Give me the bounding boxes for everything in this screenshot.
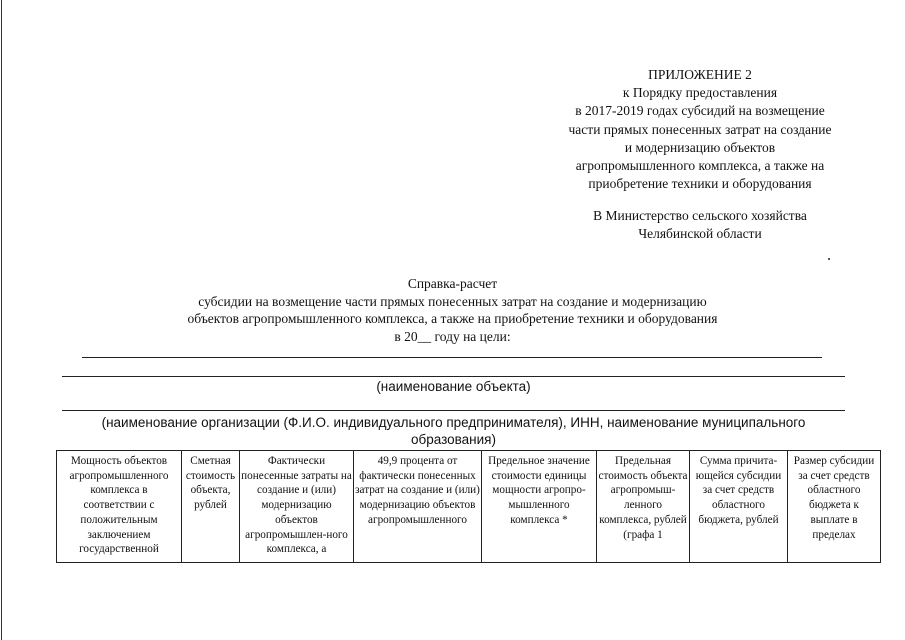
table-header-cell: Предельная стоимость объекта агропромыш-ленного комплекса, рублей (графа 1 bbox=[597, 451, 690, 563]
appendix-line: к Порядку предоставления bbox=[622, 85, 778, 101]
title-line: Справка-расчет bbox=[407, 276, 498, 291]
table-header-row bbox=[57, 451, 881, 563]
object-caption: (наименование объекта) bbox=[376, 379, 531, 394]
calculation-table bbox=[56, 450, 881, 563]
table-header-cell: 49,9 процента от фактически понесенных затрат на создание и (или) модернизацию объектов агропромышленного bbox=[354, 451, 482, 563]
appendix-line: ПРИЛОЖЕНИЕ 2 bbox=[648, 67, 752, 82]
appendix-line: приобретение техники и оборудования bbox=[588, 176, 812, 192]
fill-in-line-organization bbox=[62, 410, 845, 411]
appendix-header bbox=[520, 66, 880, 193]
addressee-line: Челябинской области bbox=[638, 226, 762, 242]
addressee-line: В Министерство сельского хозяйства bbox=[593, 208, 807, 223]
addressee bbox=[520, 207, 880, 243]
table-header-cell: Фактически понесенные затраты на создание и (или) модернизацию объектов агропромышлен-ного комплекса, а bbox=[240, 451, 354, 563]
table-header-cell: Сметная стоимость объекта, рублей bbox=[182, 451, 240, 563]
appendix-line: в 2017-2019 годах субсидий на возмещение bbox=[575, 103, 825, 119]
page-edge-line bbox=[1, 0, 2, 640]
fill-in-line-purpose bbox=[82, 357, 822, 358]
table-header-cell: Предельное значение стоимости единицы мощности агропро-мышленного комплекса * bbox=[482, 451, 597, 563]
organization-caption-line2: образования) bbox=[411, 432, 496, 447]
scan-speck bbox=[828, 258, 830, 260]
appendix-line: части прямых понесенных затрат на создание bbox=[568, 121, 832, 137]
table-header-cell: Мощность объектов агропромышленного комплекса в соответствии с положительным заключением государственной bbox=[57, 451, 182, 563]
title-line: объектов агропромышленного комплекса, а также на приобретение техники и оборудования bbox=[187, 311, 718, 326]
fill-in-line-object bbox=[62, 376, 845, 377]
table-header-cell: Сумма причита-ющейся субсидии за счет средств областного бюджета, рублей bbox=[690, 451, 788, 563]
organization-caption-line1: (наименование организации (Ф.И.О. индивидуального предпринимателя), ИНН, наименование муниципального bbox=[101, 415, 806, 430]
title-line: в 20__ году на цели: bbox=[394, 328, 511, 344]
table-header-cell: Размер субсидии за счет средств областного бюджета к выплате в пределах bbox=[788, 451, 881, 563]
document-title bbox=[60, 275, 845, 345]
title-line: субсидии на возмещение части прямых понесенных затрат на создание и модернизацию bbox=[198, 293, 707, 309]
appendix-line: и модернизацию объектов bbox=[624, 139, 776, 155]
appendix-line: агропромышленного комплекса, а также на bbox=[575, 158, 825, 174]
